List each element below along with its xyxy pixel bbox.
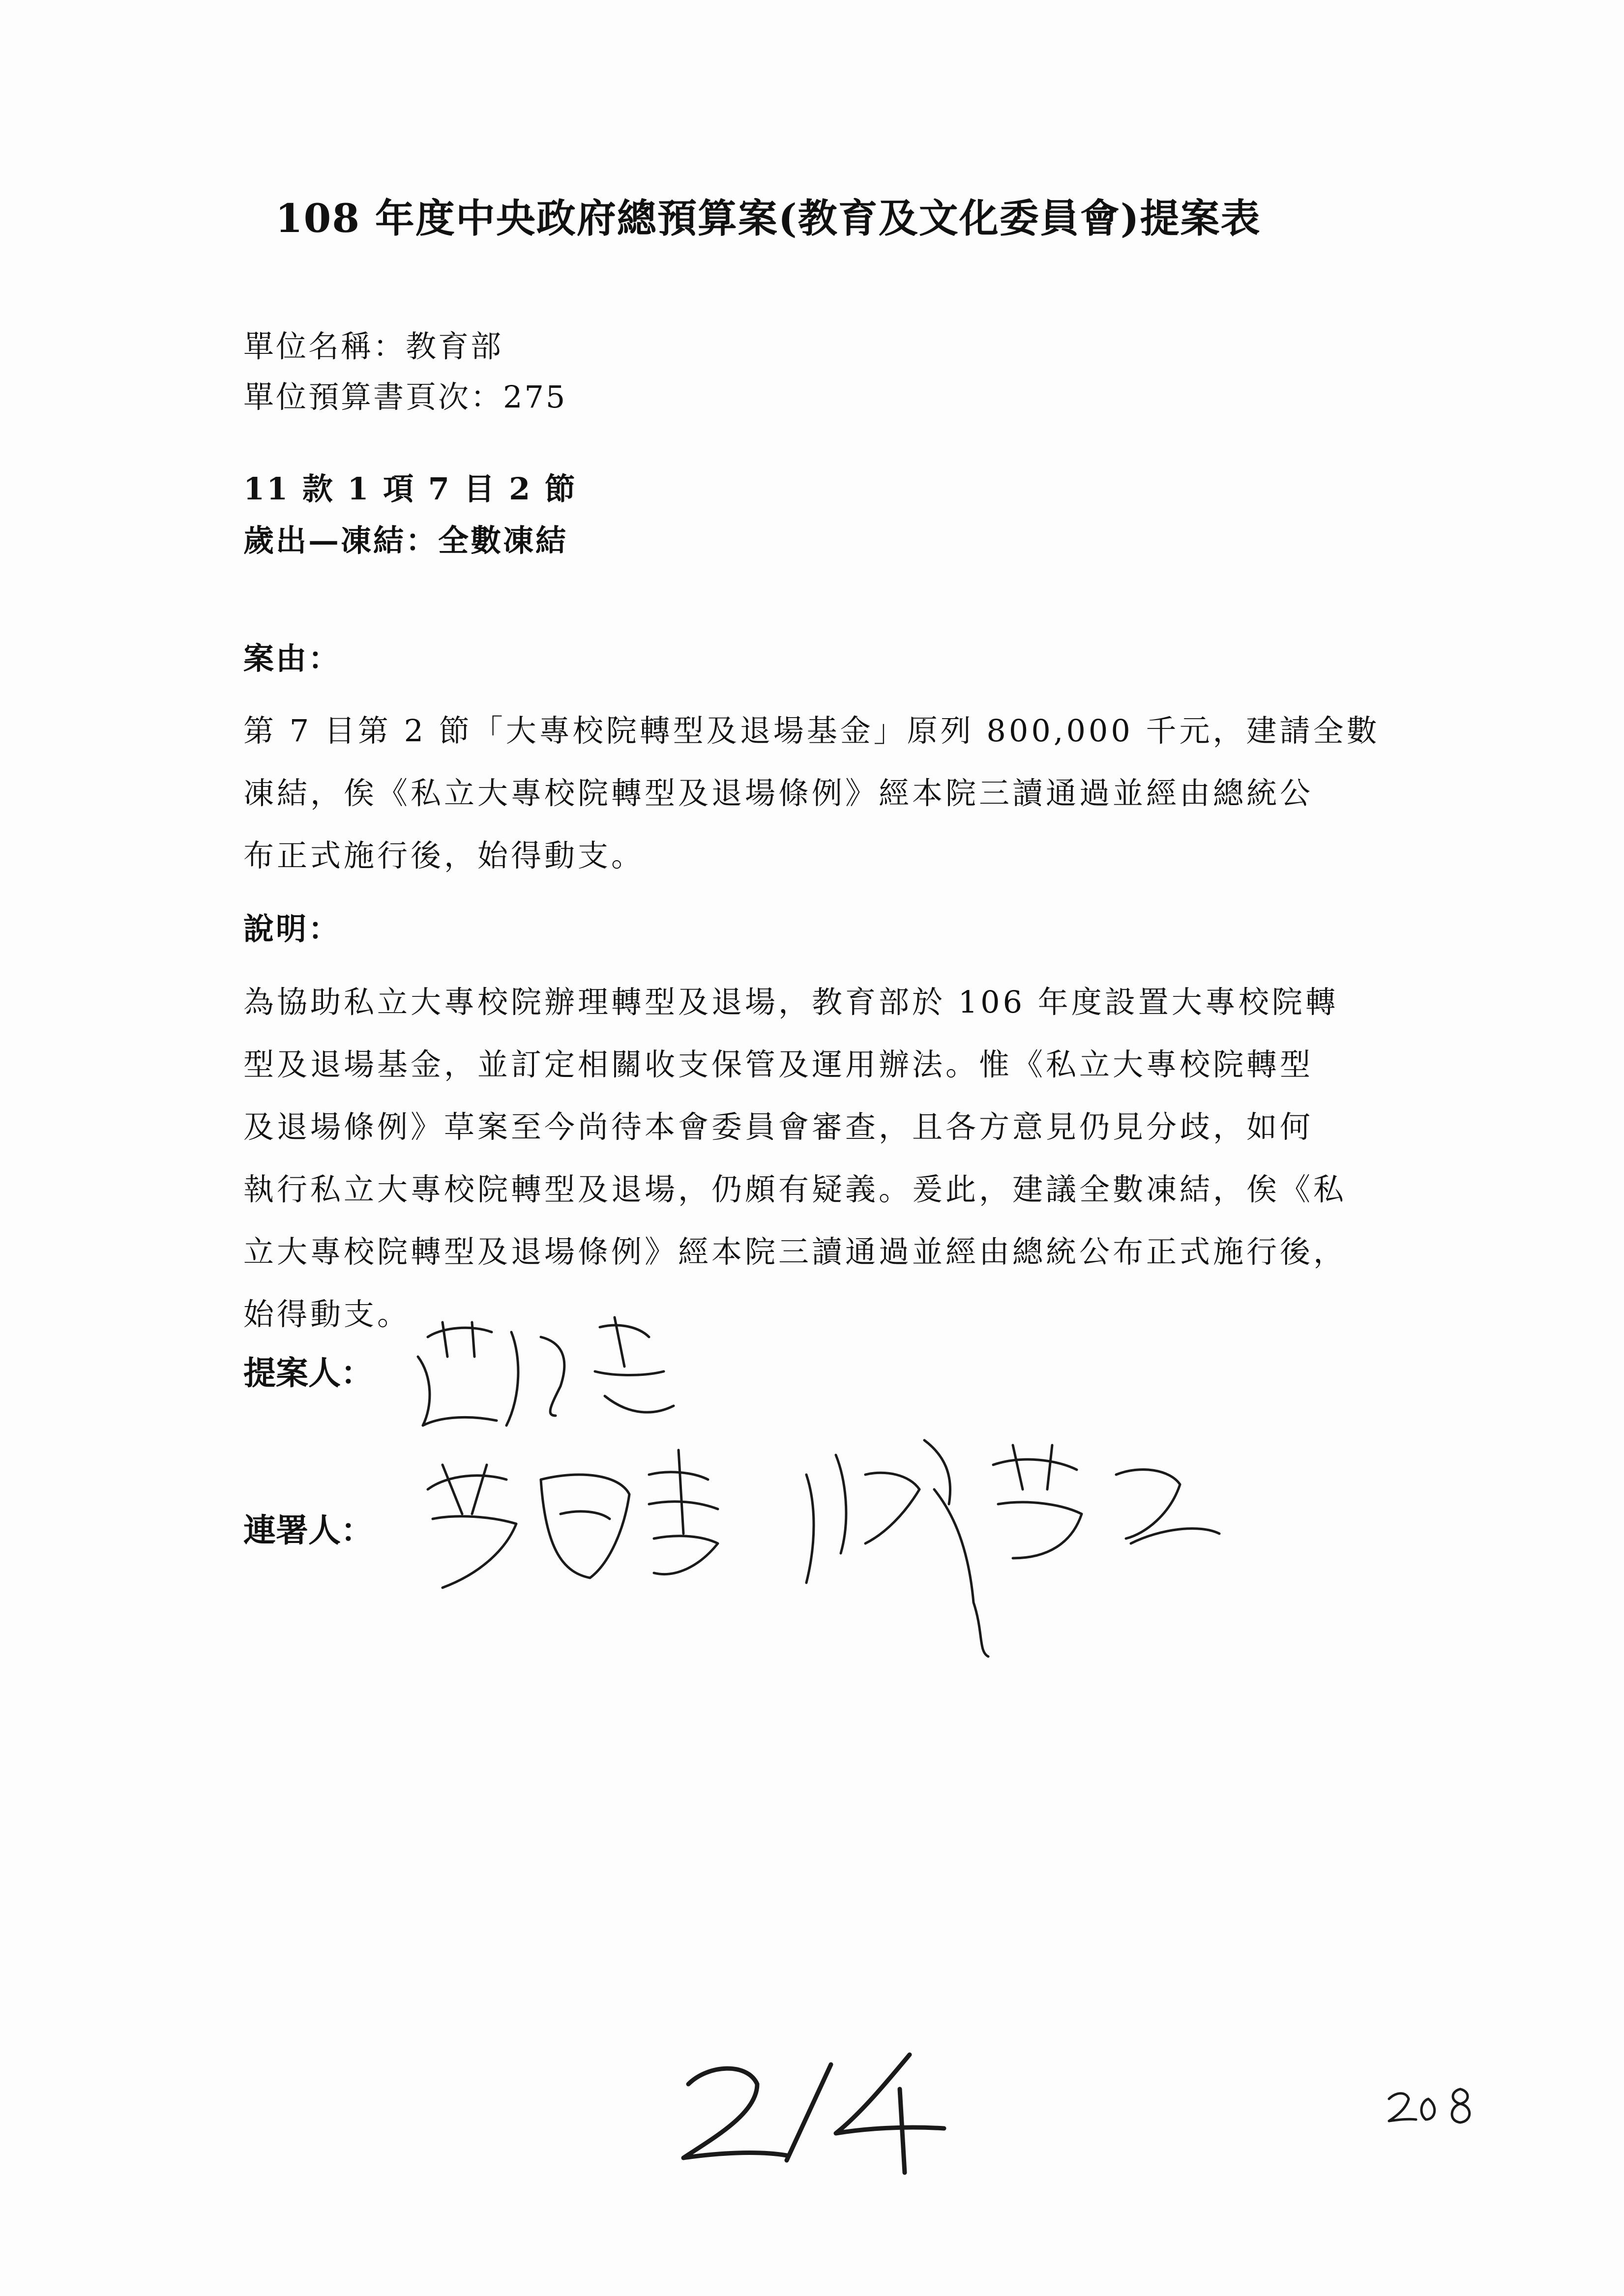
budget-section: 11 款 1 項 7 目 2 節 bbox=[243, 471, 577, 507]
reason-line: 第 7 目第 2 節「大專校院轉型及退場基金」原列 800,000 千元，建請全數 bbox=[243, 713, 1380, 749]
explanation-heading: 說明： bbox=[243, 911, 341, 947]
explanation-line: 執行私立大專校院轉型及退場，仍頗有疑義。爰此，建議全數凍結，俟《私 bbox=[243, 1171, 1347, 1207]
explanation-line: 立大專校院轉型及退場條例》經本院三讀通過並經由總統公布正式施行後， bbox=[243, 1234, 1347, 1270]
handwritten-page-number bbox=[683, 2055, 944, 2173]
reason-line: 布正式施行後，始得動支。 bbox=[243, 838, 645, 873]
explanation-line: 為協助私立大專校院辦理轉型及退場，教育部於 106 年度設置大專校院轉 bbox=[243, 984, 1339, 1020]
explanation-body bbox=[243, 971, 1394, 1345]
cosigner-signature bbox=[806, 1440, 1219, 1657]
unit-budget-page: 單位預算書頁次：275 bbox=[243, 379, 567, 415]
reason-heading: 案由： bbox=[243, 640, 341, 676]
page-title: 108 年度中央政府總預算案(教育及文化委員會)提案表 bbox=[275, 195, 1261, 241]
reason-line: 凍結，俟《私立大專校院轉型及退場條例》經本院三讀通過並經由總統公 bbox=[243, 775, 1314, 811]
reason-body bbox=[243, 699, 1394, 887]
cosigner-label: 連署人： bbox=[243, 1511, 373, 1549]
explanation-line: 始得動支。 bbox=[243, 1296, 411, 1332]
cosigner-signature bbox=[428, 1450, 718, 1588]
small-page-number bbox=[1389, 2089, 1470, 2122]
explanation-line: 及退場條例》草案至今尚待本會委員會審查，且各方意見仍見分歧，如何 bbox=[243, 1109, 1314, 1145]
explanation-line: 型及退場基金，並訂定相關收支保管及運用辦法。惟《私立大專校院轉型 bbox=[243, 1046, 1314, 1082]
unit-name: 單位名稱：教育部 bbox=[243, 328, 503, 364]
budget-action: 歲出—凍結：全數凍結 bbox=[243, 523, 568, 558]
proposer-label: 提案人： bbox=[243, 1354, 373, 1392]
